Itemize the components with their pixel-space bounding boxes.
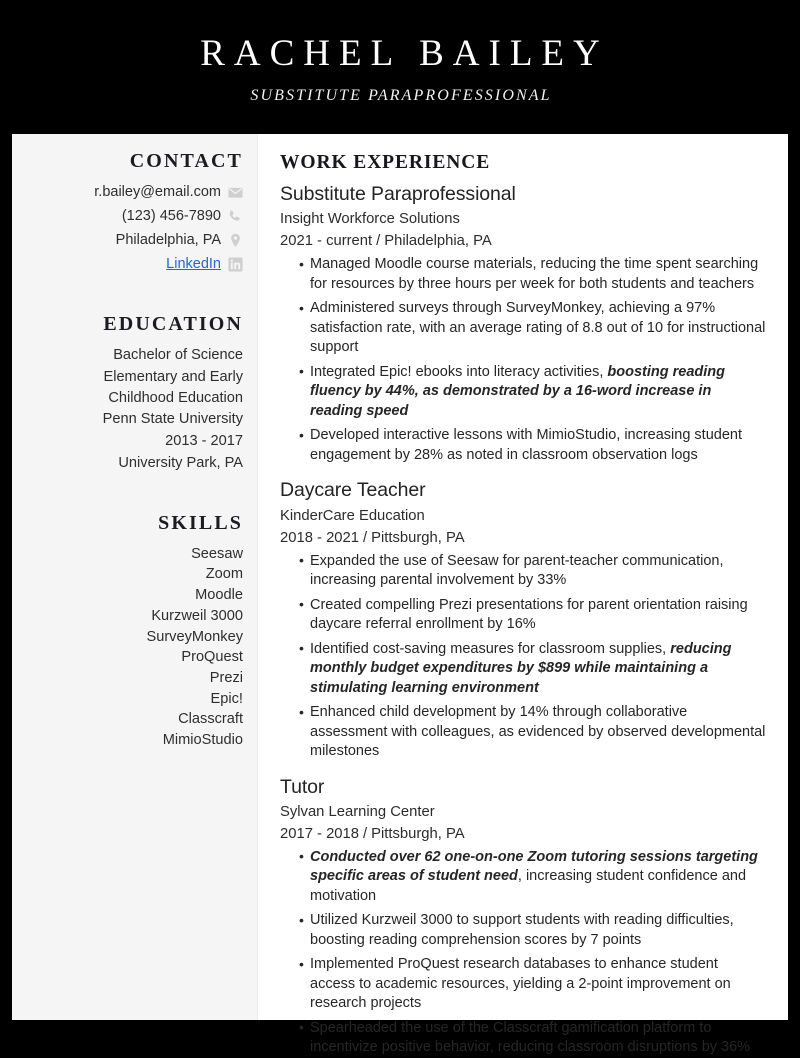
job-bullet-list [280, 552, 766, 762]
job-bullet: • Utilized Kurzweil 3000 to support students with reading difficulties, boosting reading comprehension scores by 7 points [299, 911, 766, 950]
job-bullet-emphasis: boosting reading fluency by 44%, as demonstrated by a 16-word increase in reading speed [310, 363, 726, 419]
job-location: Pittsburgh, PA [371, 826, 465, 843]
envelope-icon [228, 185, 243, 200]
contact-item-email [22, 182, 243, 203]
job-meta-separator: / [362, 826, 368, 843]
job-title: Substitute Paraprofessional [280, 183, 516, 205]
job-bullet: • Spearheaded the use of the Classcraft gamification platform to incentivize positive behavior, reducing classroom disruptions by 36% [299, 1019, 766, 1058]
education-dates: 2013 - 2017 [165, 433, 243, 450]
skill-item: Moodle [195, 587, 243, 604]
contact-item-linkedin[interactable] [22, 254, 243, 275]
linkedin-link[interactable]: LinkedIn [166, 256, 221, 273]
resume-header [0, 0, 800, 134]
work-experience-heading: WORK EXPERIENCE [280, 152, 491, 173]
job-entry [280, 183, 766, 465]
job-bullet: • Developed interactive lessons with MimioStudio, increasing student engagement by 28% as noted in classroom observation logs [299, 426, 766, 465]
education-section-heading: EDUCATION [103, 313, 243, 336]
skills-section-heading: SKILLS [158, 511, 243, 534]
contact-location-text: Philadelphia, PA [115, 232, 221, 249]
job-bullet: • Identified cost-saving measures for classroom supplies, reducing monthly budget expenditures by $899 while maintaining a stimulating learning environment [299, 640, 766, 699]
job-bullet: • Enhanced child development by 14% through collaborative assessment with colleagues, as evidenced by observed developmental milestones [299, 703, 766, 762]
job-bullet: • Administered surveys through SurveyMonkey, achieving a 97% satisfaction rate, with an average rating of 8.8 out of 10 for instructional support [299, 299, 766, 358]
contact-item-phone [22, 206, 243, 227]
job-bullet: • Expanded the use of Seesaw for parent-teacher communication, increasing parental involvement by 33% [299, 552, 766, 591]
candidate-name: RACHEL BAILEY [200, 33, 609, 75]
job-entry [280, 776, 766, 1058]
job-bullet: • Created compelling Prezi presentations for parent orientation raising daycare referral enrollment by 16% [299, 596, 766, 635]
skill-item: SurveyMonkey [146, 628, 243, 645]
main-content [258, 134, 788, 1056]
skill-item: MimioStudio [162, 732, 243, 749]
job-bullet-emphasis: reducing monthly budget expenditures by $899 while maintaining a stimulating learning environment [310, 640, 732, 696]
location-pin-icon [228, 233, 243, 248]
contact-phone-text: (123) 456-7890 [121, 208, 221, 225]
education-field-line-2: Childhood Education [108, 389, 243, 406]
skills-list [22, 544, 243, 751]
sidebar [12, 134, 258, 1020]
job-dates: 2018 - 2021 [280, 529, 359, 546]
job-company: Sylvan Learning Center [280, 804, 435, 821]
job-company: KinderCare Education [280, 507, 425, 524]
job-entry [280, 479, 766, 761]
job-location: Pittsburgh, PA [371, 529, 465, 546]
job-bullet-emphasis: Conducted over 62 one-on-one Zoom tutoring sessions targeting specific areas of student need [310, 848, 758, 885]
job-bullet: • Implemented ProQuest research databases to enhance student access to academic resources, yielding a 2-point improvement on research projects [299, 955, 766, 1014]
candidate-job-title: SUBSTITUTE PARAPROFESSIONAL [250, 86, 552, 104]
education-degree: Bachelor of Science [113, 347, 243, 364]
contact-section-heading: CONTACT [129, 150, 243, 172]
skill-item: ProQuest [181, 649, 243, 666]
job-meta [280, 825, 766, 845]
job-dates: 2021 - current [280, 233, 373, 250]
job-bullet: • Managed Moodle course materials, reducing the time spent searching for resources by three hours per week for both students and teachers [299, 255, 766, 294]
resume-body [12, 134, 788, 1056]
job-bullet: • Conducted over 62 one-on-one Zoom tutoring sessions targeting specific areas of student need, increasing student confidence and motivation [299, 848, 766, 907]
education-field-line-1: Elementary and Early [103, 368, 243, 385]
education-school: Penn State University [102, 411, 243, 428]
job-company: Insight Workforce Solutions [280, 211, 460, 228]
job-dates: 2017 - 2018 [280, 826, 359, 843]
work-experience-list [280, 183, 766, 1058]
contact-item-location [22, 230, 243, 251]
job-meta-separator: / [376, 233, 381, 250]
contact-email-text: r.bailey@email.com [94, 184, 221, 200]
linkedin-icon [228, 257, 243, 272]
job-location: Philadelphia, PA [384, 233, 492, 250]
job-meta-separator: / [362, 529, 368, 546]
skill-item: Prezi [209, 669, 243, 686]
skill-item: Epic! [210, 690, 243, 707]
skill-item: Seesaw [191, 545, 243, 562]
phone-icon [228, 209, 243, 224]
education-location: University Park, PA [118, 454, 243, 471]
job-title: Daycare Teacher [280, 479, 426, 502]
job-title: Tutor [280, 775, 325, 798]
skill-item: Classcraft [178, 711, 243, 728]
job-bullet: • Integrated Epic! ebooks into literacy activities, boosting reading fluency by 44%, as demonstrated by a 16-word increase in reading speed [299, 363, 766, 422]
skill-item: Kurzweil 3000 [151, 607, 243, 624]
skill-item: Zoom [205, 566, 243, 583]
job-bullet-list [280, 255, 766, 465]
job-bullet-list [280, 848, 766, 1058]
job-meta [280, 232, 766, 252]
job-meta [280, 529, 766, 549]
